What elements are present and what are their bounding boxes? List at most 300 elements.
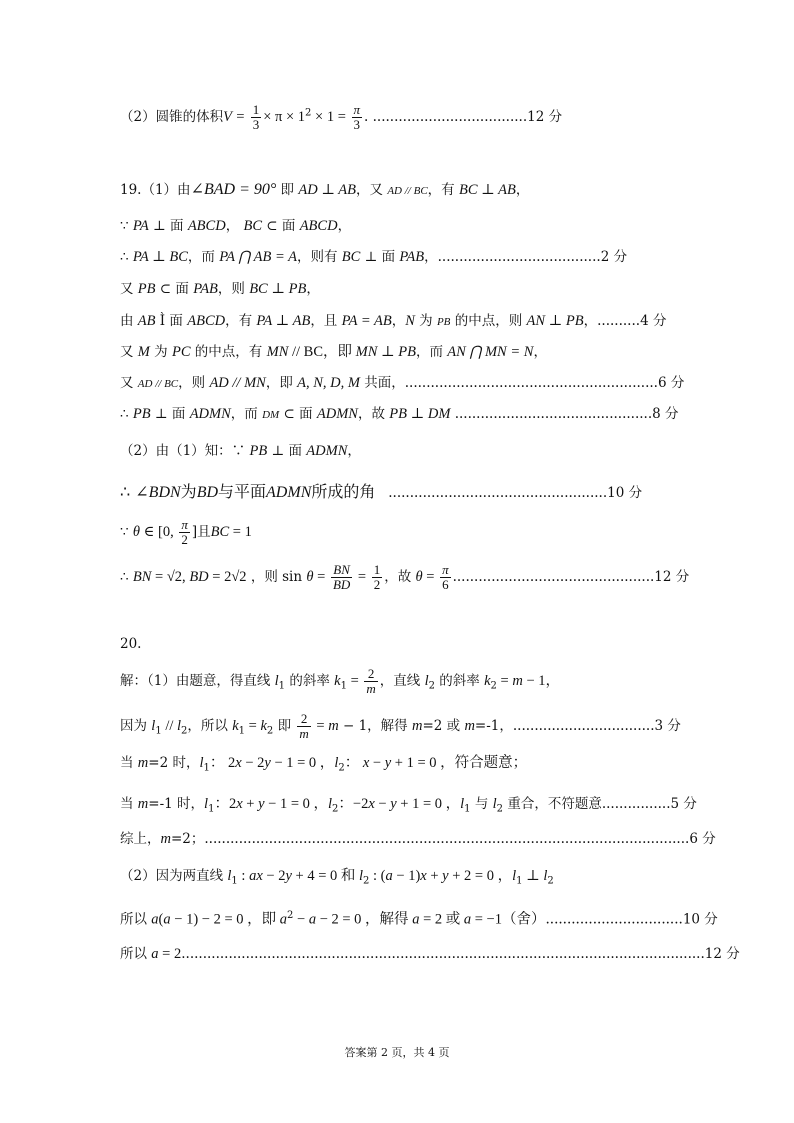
text-run: ADMN <box>306 443 348 459</box>
score: 10 分 <box>607 485 643 501</box>
fraction <box>372 563 383 592</box>
text-run: 与 <box>470 796 493 812</box>
score: 5 分 <box>670 796 697 812</box>
text-run: // BC，即 <box>288 344 356 360</box>
text-run: ，有 <box>225 313 257 329</box>
text-run: − <box>374 796 391 812</box>
text-run: ⊥ 面 <box>267 443 307 459</box>
text-run: 共面， <box>359 375 405 391</box>
text-run: = <box>354 569 370 585</box>
text-run: = 2√2 <box>208 569 247 585</box>
text-run: BN <box>132 569 152 585</box>
formula: × π × 1 <box>263 109 306 125</box>
text-run: ，则 sin <box>246 569 307 585</box>
text-run: 为 <box>414 313 437 329</box>
text-run: 2 <box>332 803 339 815</box>
text-run: − 1) <box>392 868 421 884</box>
leader-dots: .......... <box>597 313 641 329</box>
leader-dots: ............................................... <box>452 569 655 585</box>
text-run: l <box>328 796 333 812</box>
score: 3 分 <box>654 718 681 734</box>
q20-line-8 <box>120 944 740 964</box>
text-run: θ <box>415 569 423 585</box>
text-run: ( <box>158 911 164 928</box>
text-run: 综上， <box>120 831 161 847</box>
text-run: PAB <box>399 249 425 265</box>
text-run: ⊥ 面 <box>148 218 188 234</box>
fraction <box>352 103 363 132</box>
text-run: =2 时， <box>148 755 200 771</box>
q19-line-7 <box>120 373 684 394</box>
text-run: （2）因为两直线 <box>120 868 228 884</box>
text-run: l <box>334 755 339 771</box>
text-run: MN ⊥ PB <box>355 344 416 360</box>
fraction <box>440 563 451 592</box>
leader-dots: ...................................... <box>437 249 601 265</box>
text-run: 1 <box>516 875 523 887</box>
text-run: BDN <box>148 484 181 501</box>
text-run: ， <box>225 218 244 234</box>
text-run: ABCD <box>187 218 226 234</box>
text-run: 的中点，则 <box>450 313 527 329</box>
text-run: ABCD <box>187 313 226 329</box>
text-run: 因为 <box>120 718 152 734</box>
formula: × 1 = <box>311 109 350 125</box>
text-run: a <box>385 868 393 884</box>
text-run: 又 <box>120 375 138 391</box>
text-run: MN <box>266 344 289 360</box>
text-run: 1 <box>252 102 260 117</box>
text-run: PA ⋂ AB = A <box>219 249 297 265</box>
text-run: A, N, D, M <box>297 375 360 391</box>
text-run: x <box>235 755 242 771</box>
score: 12 分 <box>527 109 563 125</box>
text-run: a <box>308 911 317 928</box>
text-run: y <box>264 755 271 771</box>
text-run: ，且 <box>310 313 342 329</box>
text-run: 2 <box>490 680 497 692</box>
q19-line-12 <box>120 563 689 592</box>
text-run: l <box>204 796 209 812</box>
q19-line-1 <box>120 180 529 201</box>
text-run: 3 <box>353 117 361 132</box>
text-run: 的斜率 <box>285 673 335 689</box>
text-run: ⊂ 面 <box>262 218 300 234</box>
text-run: 即 <box>273 718 296 734</box>
text-run: 又 <box>120 344 138 360</box>
text-run: ，有 <box>427 182 459 198</box>
text-run: ∴ <box>120 569 133 585</box>
q20-line-4 <box>120 794 697 820</box>
q19-line-10 <box>120 482 642 503</box>
text-run: 2 <box>297 712 310 727</box>
text-run: − 1 = 0 ， <box>270 755 335 771</box>
text-run: θ <box>132 524 141 540</box>
text-run: y <box>258 796 265 812</box>
text-run: 2 <box>496 803 504 815</box>
score: 2 分 <box>600 249 628 265</box>
text-run: a <box>463 911 472 928</box>
text-run: 2 <box>338 762 345 774</box>
text-run: PA <box>132 218 149 234</box>
text-run: =-1， <box>474 718 513 734</box>
text-run: l <box>227 868 232 884</box>
text-run: =-1 时， <box>148 796 205 812</box>
leader-dots: ................................. <box>512 718 655 734</box>
text-run: a <box>163 911 171 928</box>
text-run: 重合，不符题意 <box>503 796 602 812</box>
q20-line-2 <box>120 712 681 742</box>
text-run: BC <box>341 249 361 265</box>
text-run: ⊥ 面 <box>360 249 400 265</box>
text-run: N <box>405 313 415 329</box>
text-run: 1 <box>208 803 215 815</box>
text-run: x <box>368 796 375 812</box>
text-run: − 2 <box>241 755 265 771</box>
text-run: ADMN <box>266 484 312 501</box>
text-run: 解：（1）由题意，得直线 <box>120 673 275 689</box>
text-run: 1 <box>340 680 347 692</box>
text-run: 2 <box>373 577 381 592</box>
text-run: = −1（舍） <box>471 911 546 928</box>
text-run: 1 <box>155 725 162 737</box>
text-run: ，所以 <box>187 718 233 734</box>
text-run: ：2 <box>214 796 237 812</box>
text-run: 2 <box>266 725 274 737</box>
text-run: m <box>160 831 171 847</box>
text-run: ∴ ∠ <box>120 482 149 501</box>
text-run: : <box>237 868 250 884</box>
formula: V = <box>223 109 249 125</box>
text-run: 2 <box>363 875 370 887</box>
text-run: 所成的角 <box>311 482 376 501</box>
text-run: PB <box>249 443 268 459</box>
text-run: m <box>411 718 423 734</box>
text-run: − <box>369 755 385 771</box>
text-run: ∴ <box>120 406 133 422</box>
text-run: 与平面 <box>218 482 267 501</box>
text-run: 2 <box>181 725 188 737</box>
text-run: − 1， <box>522 673 560 689</box>
text-run: PA ⊥ AB <box>256 313 311 329</box>
q19-line-9 <box>120 441 361 461</box>
q19-line-4 <box>120 279 320 299</box>
text-run: ， <box>337 218 352 234</box>
text-run: PB <box>436 316 451 328</box>
text-run: k <box>260 718 267 734</box>
text-run: ，则 <box>217 281 250 297</box>
text-run: ∵ <box>120 524 133 540</box>
text-run: y <box>442 868 449 884</box>
text-run: m <box>366 681 376 696</box>
text-run: a <box>151 911 159 928</box>
text-run: = <box>422 569 439 585</box>
text-run: 2 <box>364 667 377 682</box>
q20-line-1 <box>120 667 560 697</box>
text-run: l <box>543 868 548 884</box>
text-run: ： 2 <box>209 755 236 771</box>
text-run: π <box>181 517 188 532</box>
leader-dots: ................................................................................................................. <box>204 831 690 847</box>
text-run: PB ⊥ DM <box>389 406 451 422</box>
q19-line-6 <box>120 342 547 362</box>
text: （2）圆锥的体积 <box>120 109 224 125</box>
text-run: = 2 或 <box>419 911 464 928</box>
text-run: x <box>420 868 427 884</box>
text-run: ADMN <box>316 406 358 422</box>
text-run: a <box>279 911 288 928</box>
text-run: ，故 <box>384 569 416 585</box>
text-run: + 1 = 0 ， <box>396 796 461 812</box>
text-run: = <box>313 569 329 585</box>
text-run: BC <box>243 218 263 234</box>
text-run: ∈ [0, <box>140 524 178 540</box>
score: 8 分 <box>652 406 679 422</box>
text-run: k <box>334 673 341 689</box>
text-run: PB <box>137 281 156 297</box>
text-run: 19.（1）由 <box>120 182 191 198</box>
text-run: ABCD <box>299 218 338 234</box>
text-run: l <box>460 796 465 812</box>
text-run: ，而 <box>230 406 263 422</box>
q19-line-5 <box>120 311 666 332</box>
text-run: = <box>245 718 261 734</box>
text-run: + 1 = 0 ，符合题意； <box>391 755 528 771</box>
text-run: l <box>359 868 364 884</box>
text-run: k <box>232 718 239 734</box>
text-run: BC ⊥ AB <box>458 182 516 198</box>
text-run: y <box>390 796 397 812</box>
q20-line-6 <box>120 866 554 892</box>
text-run: 当 <box>120 796 138 812</box>
text-run: ， <box>347 443 361 459</box>
text-run: l <box>274 673 279 689</box>
text-run: − 2 <box>262 868 286 884</box>
text-run: ，直线 <box>379 673 425 689</box>
text-run: BN <box>331 563 352 578</box>
text-run: ， <box>306 281 320 297</box>
text-run: l <box>492 796 497 812</box>
text-run: 1 <box>373 562 381 577</box>
text-run: =2； <box>170 831 205 847</box>
text-run: ： <box>344 755 363 771</box>
fraction <box>297 712 310 741</box>
period: . <box>364 109 369 125</box>
text-run: AD ⊥ AB <box>298 182 357 198</box>
fraction <box>331 563 352 592</box>
text-run: ，即 <box>265 375 298 391</box>
text-run: 6 <box>442 577 449 592</box>
text-run: BC <box>210 524 230 540</box>
text-run: ⊂ 面 <box>155 281 194 297</box>
text-run: AD // BC <box>387 185 428 197</box>
text-run: ∠BAD = 90° <box>190 181 277 198</box>
text-run: ， <box>424 249 438 265</box>
text-run: = <box>346 673 363 689</box>
text-run: θ <box>306 569 314 585</box>
score: 6 分 <box>689 831 716 847</box>
text-run: M <box>137 344 150 360</box>
text-run: ，又 <box>356 182 388 198</box>
text-run: 的中点，有 <box>190 344 267 360</box>
text-run: m <box>299 726 309 741</box>
text-run: PA ⊥ BC <box>132 249 188 265</box>
text-run: ADMN <box>189 406 231 422</box>
text-run: x <box>362 755 370 771</box>
text-run: l <box>151 718 156 734</box>
text-run: 当 <box>120 755 138 771</box>
text-run: ]且 <box>191 524 211 540</box>
text-run: k <box>484 673 491 689</box>
text-run: PA = AB <box>341 313 392 329</box>
text-run: ⊥ <box>522 868 544 884</box>
text-run: + 2 = 0 ， <box>448 868 513 884</box>
text-run: BC ⊥ PB <box>249 281 307 297</box>
text-run: − 2 = 0 ，解得 <box>316 911 413 928</box>
text-run: a <box>151 946 159 962</box>
text-run: 即 <box>276 182 299 198</box>
score: 10 分 <box>682 911 718 928</box>
text-run: 由 <box>120 313 138 329</box>
text-run: m <box>328 718 339 734</box>
text-run: ，而 <box>416 344 448 360</box>
text-run: ， <box>391 313 406 329</box>
text-run: PAB <box>193 281 218 297</box>
text-run: ， <box>515 182 530 198</box>
text-run: = <box>312 718 329 734</box>
text-run: ⊂ 面 <box>279 406 317 422</box>
text-run: π <box>442 562 449 577</box>
text-run: （2）由（1）知：∵ <box>120 443 250 459</box>
text-run: m <box>137 755 149 771</box>
q19-line-8 <box>120 404 679 425</box>
fraction <box>364 667 377 696</box>
text-run: ∵ <box>120 218 133 234</box>
text-run: BD <box>332 577 351 592</box>
q20-line-5 <box>120 829 716 849</box>
text-run: ⊥ 面 <box>150 406 190 422</box>
q19-line-3 <box>120 247 627 267</box>
q19-line-2 <box>120 216 351 236</box>
text-run: l <box>199 755 204 771</box>
text-run: 又 <box>120 281 138 297</box>
text-run: AN ⊥ PB <box>526 313 584 329</box>
score: 4 分 <box>640 313 667 329</box>
text-run: x <box>236 796 243 812</box>
q19-line-11 <box>120 518 252 547</box>
text-run: ，则有 <box>297 249 342 265</box>
text-run: AB <box>137 313 156 329</box>
text-run: = √2, <box>151 569 190 585</box>
text-run: y <box>384 755 392 771</box>
text-run: AN ⋂ MN = N <box>447 344 534 360</box>
text-run: − 1) − 2 = 0 ，即 <box>170 911 280 928</box>
text-run: ，故 <box>357 406 390 422</box>
text-run: 为 <box>180 482 197 501</box>
fraction <box>251 103 262 132</box>
text-run: PB <box>132 406 151 422</box>
text-run: l <box>177 718 182 734</box>
text-run: AD // BC <box>137 378 179 390</box>
text-run: a <box>412 911 420 928</box>
leader-dots: .................................... <box>372 109 528 125</box>
text-run: 20. <box>120 636 142 652</box>
score: 12 分 <box>704 946 740 962</box>
text-run: PC <box>171 344 191 360</box>
text-run: 所以 <box>120 911 152 928</box>
text-run: y <box>285 868 292 884</box>
text-run: Ì 面 <box>155 313 188 329</box>
text-run: =2 或 <box>422 718 465 734</box>
text-run: 2 <box>428 680 435 692</box>
q20-line-7 <box>120 906 718 930</box>
text-run: 所以 <box>120 946 152 962</box>
text-run: BD <box>196 484 219 501</box>
q20-line-3 <box>120 753 527 779</box>
text-run: + <box>242 796 259 812</box>
text-run: + <box>426 868 443 884</box>
text-run: + 4 = 0 和 <box>291 868 359 884</box>
leader-dots: .............................................. <box>454 406 653 422</box>
text-run: ，而 <box>187 249 220 265</box>
text-run: m <box>137 796 149 812</box>
text-run: 1 <box>203 762 210 774</box>
text-run: − 1，解得 <box>338 718 412 734</box>
text-run: 2 <box>547 875 554 887</box>
text-run: 2 <box>181 532 188 547</box>
score: 12 分 <box>654 569 690 585</box>
text-run: ∴ <box>120 249 133 265</box>
text-run: : ( <box>369 868 386 884</box>
text-run: = 2 <box>158 946 182 962</box>
text-run: − <box>293 911 309 928</box>
text-run: m <box>512 673 523 689</box>
fraction <box>179 518 190 547</box>
leader-dots: ................................................... <box>388 485 608 501</box>
text-run: // <box>161 718 178 734</box>
text-run: l <box>512 868 517 884</box>
text-run: 为 <box>149 344 172 360</box>
text-run: ，则 <box>178 375 210 391</box>
leader-dots: ........................................................... <box>404 375 658 391</box>
text-run: π <box>353 102 361 117</box>
text-run: BD <box>189 569 209 585</box>
text-run: m <box>464 718 475 734</box>
exponent: 2 <box>305 107 312 119</box>
text-run: 1 <box>231 875 238 887</box>
text-run: 的斜率 <box>434 673 485 689</box>
page-footer: 答案第 2 页，共 4 页 <box>344 1046 450 1059</box>
text-run: 1 <box>238 725 246 737</box>
score: 6 分 <box>657 375 685 391</box>
q20-number <box>120 634 141 654</box>
text-run: − 1 = 0 ， <box>264 796 328 812</box>
leader-dots: ................................ <box>545 911 683 928</box>
text-run: ， <box>583 313 598 329</box>
text-run: ax <box>249 868 263 884</box>
text-run: ：−2 <box>338 796 369 812</box>
text-run: l <box>424 673 429 689</box>
leader-dots: .......................................................................................................................... <box>181 946 705 962</box>
text-run: = 1 <box>229 524 252 540</box>
text-run: 1 <box>464 803 471 815</box>
text-run: AD // MN <box>209 375 266 391</box>
text-run: DM <box>262 409 280 421</box>
text-run: 3 <box>252 117 260 132</box>
text-run: = <box>496 673 513 689</box>
q18-volume-line <box>120 103 562 132</box>
text-run: 1 <box>278 680 286 692</box>
